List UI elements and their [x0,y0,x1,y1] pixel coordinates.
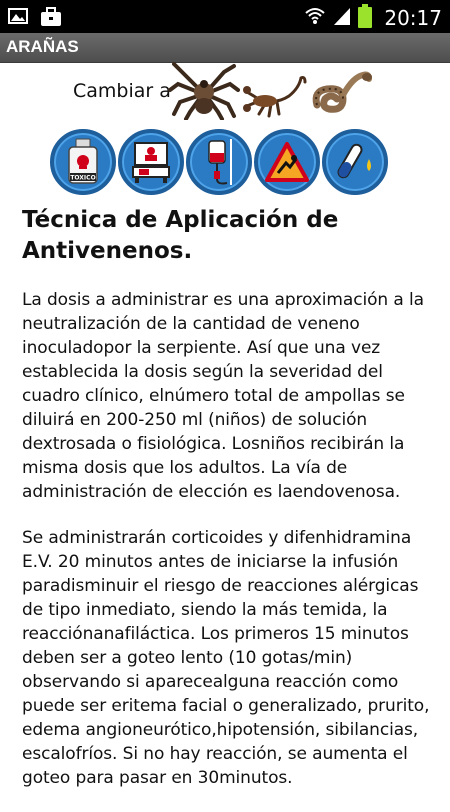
page-title: ARAÑAS [6,37,79,56]
tarantula-icon [168,62,240,120]
battery-icon [358,4,372,32]
status-bar [0,0,450,33]
action-bar [0,33,450,63]
switch-row [0,60,450,124]
article [22,205,432,812]
snake-icon [309,65,373,117]
clock: 20:17 [384,6,442,30]
scorpion-button[interactable] [243,74,309,122]
article-paragraph: La dosis a administrar es una aproximación a la neutralización de la cantidad de veneno inoculadopor la serpiente. Así que una vez establecida la dosis según la severidad del cuadro clínico, elnúmero total de ampollas se diluirá en 200-250 ml (niños) de solución dextrosada o fisiológica. Losniños recibirán la misma dosis que los adultos. La vía de administración de elección es laendovenosa. [22,290,424,502]
warning-category-button[interactable] [254,129,320,195]
test-tube-icon [333,139,377,185]
toxic-bottle-icon [61,137,105,187]
toxic-category-button[interactable] [50,129,116,195]
switch-label: Cambiar a [73,80,171,102]
hospital-monitor-icon [129,139,173,185]
signal-icon [332,5,352,31]
snake-button[interactable] [309,65,373,121]
tarantula-button[interactable] [168,62,240,124]
toxic-badge-text: TOXICO [70,174,96,182]
article-heading: Técnica de Aplicación de Antivenenos. [22,207,339,264]
warning-sign-icon [264,141,310,183]
hospital-category-button[interactable] [118,129,184,195]
briefcase-icon [40,7,62,31]
article-paragraph: Se administrarán corticoides y difenhidramina E.V. 20 minutos antes de iniciarse la infusión paradisminuir el riesgo de reacciones alérgicas de tipo inmediato, siendo la más temida, la reacciónanafiláctica. Los primeros 15 minutos deben ser a goteo lento (10 gotas/min) observando si aparecealguna reacción como puede ser eritema facial o generalizado, prurito, edema angioneurótico,hipotensión, sibilancias, escalofríos. Si no hay reacción, se aumenta el goteo para pasar en 30minutos. [22,528,430,788]
category-icons [50,129,388,195]
iv-drip-icon [199,137,239,187]
scorpion-icon [243,74,309,118]
wifi-icon [304,5,326,31]
image-icon [8,7,28,31]
lab-category-button[interactable] [322,129,388,195]
iv-category-button[interactable] [186,129,252,195]
